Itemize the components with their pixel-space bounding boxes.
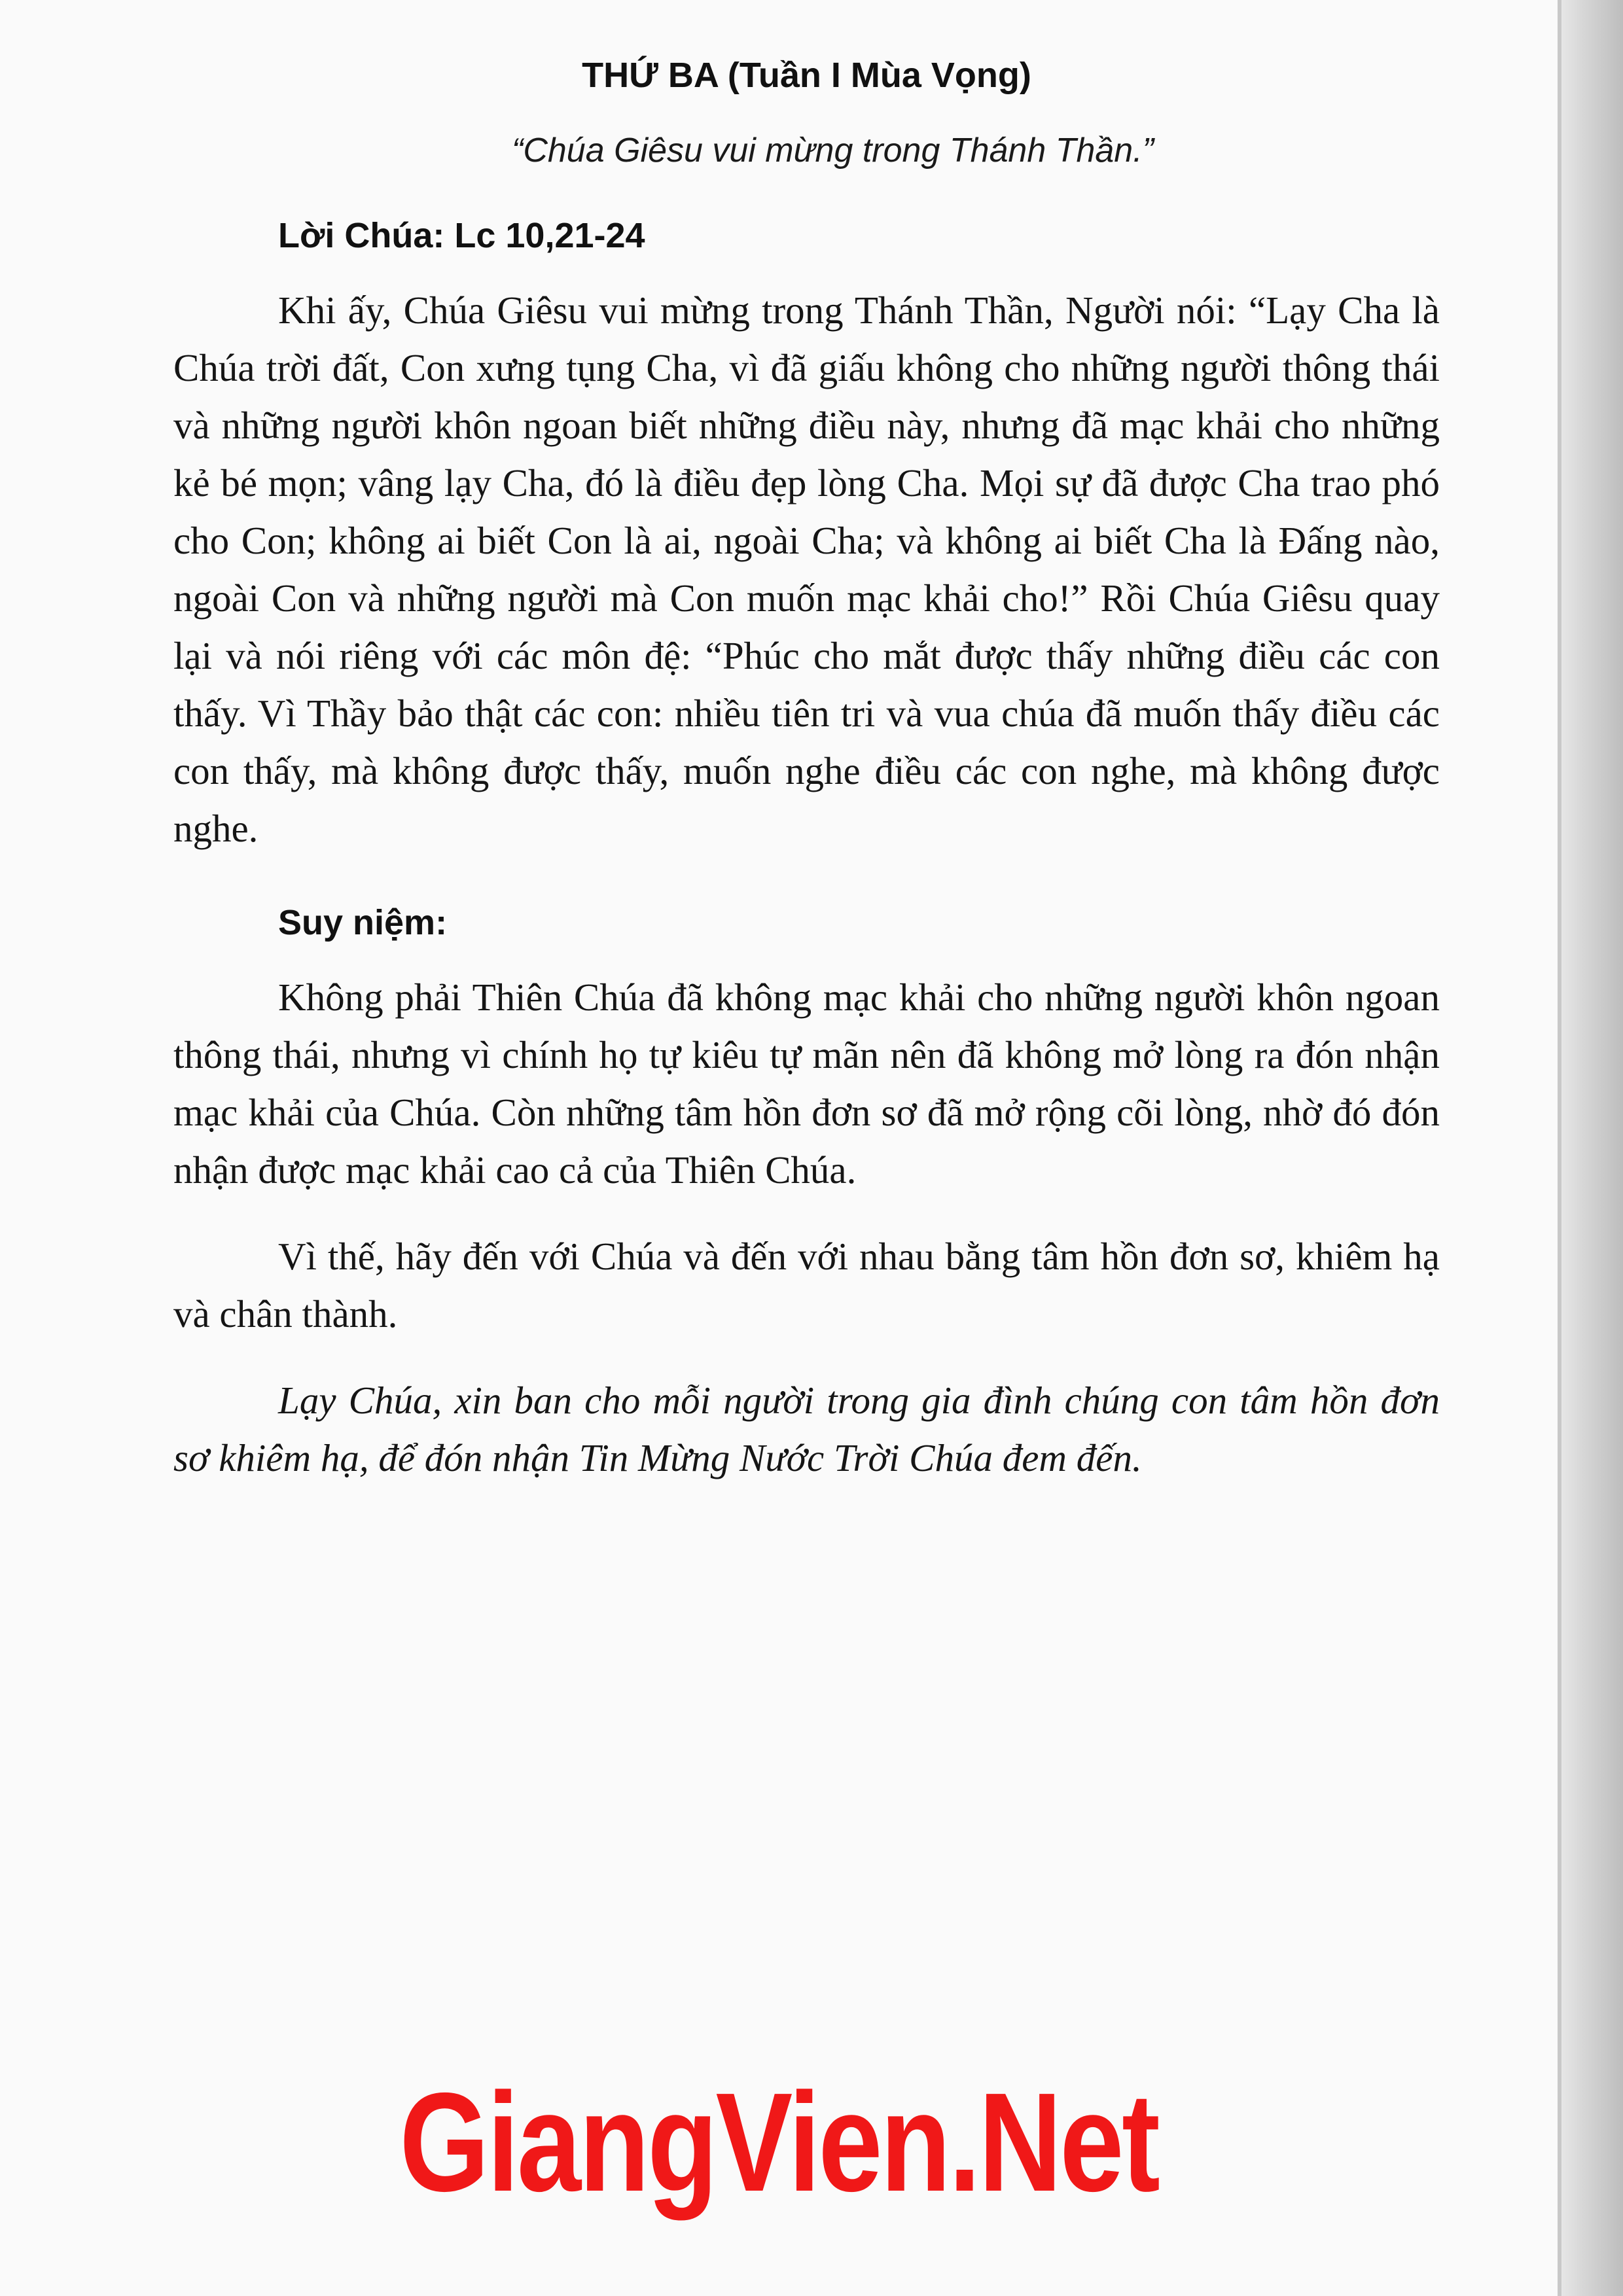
page-content: [173, 39, 1440, 1487]
reflection-paragraph-2: Vì thế, hãy đến với Chúa và đến với nhau bằng tâm hồn đơn sơ, khiêm hạ và chân thành.: [173, 1235, 1440, 1335]
reflection-heading: Suy niệm:: [278, 903, 448, 942]
scripture-heading: Lời Chúa: Lc 10,21-24: [278, 216, 645, 255]
watermark-logo: GiangVien.Net: [399, 2063, 1158, 2221]
scripture-text: Khi ấy, Chúa Giêsu vui mừng trong Thánh Thần, Người nói: “Lạy Cha là Chúa trời đất, Con xưng tụng Cha, vì đã giấu không cho những người thông thái và những người khôn ngoan biết những điều này, nhưng đã mạc khải cho những kẻ bé mọn; vâng lạy Cha, đó là điều đẹp lòng Cha. Mọi sự đã được Cha trao phó cho Con; không ai biết Con là ai, ngoài Cha; và không ai biết Cha là Đấng nào, ngoài Con và những người mà Con muốn mạc khải cho!” Rồi Chúa Giêsu quay lại và nói riêng với các môn đệ: “Phúc cho mắt được thấy những điều các con thấy. Vì Thầy bảo thật các con: nhiều tiên tri và vua chúa đã muốn thấy điều các con thấy, mà không được thấy, muốn nghe điều các con nghe, mà không được nghe.: [173, 289, 1440, 850]
prayer-text: Lạy Chúa, xin ban cho mỗi người trong gia đình chúng con tâm hồn đơn sơ khiêm hạ, để đón nhận Tin Mừng Nước Trời Chúa đem đến.: [173, 1379, 1440, 1479]
page-title: THỨ BA (Tuần I Mùa Vọng): [582, 56, 1031, 95]
book-spine-shadow: [1558, 0, 1623, 2296]
page-subtitle-quote: “Chúa Giêsu vui mừng trong Thánh Thần.”: [512, 132, 1154, 169]
reflection-paragraph-1: Không phải Thiên Chúa đã không mạc khải cho những người khôn ngoan thông thái, nhưng vì chính họ tự kiêu tự mãn nên đã không mở lòng ra đón nhận mạc khải của Chúa. Còn những tâm hồn đơn sơ đã mở rộng cõi lòng, nhờ đó đón nhận được mạc khải cao cả của Thiên Chúa.: [173, 976, 1440, 1192]
